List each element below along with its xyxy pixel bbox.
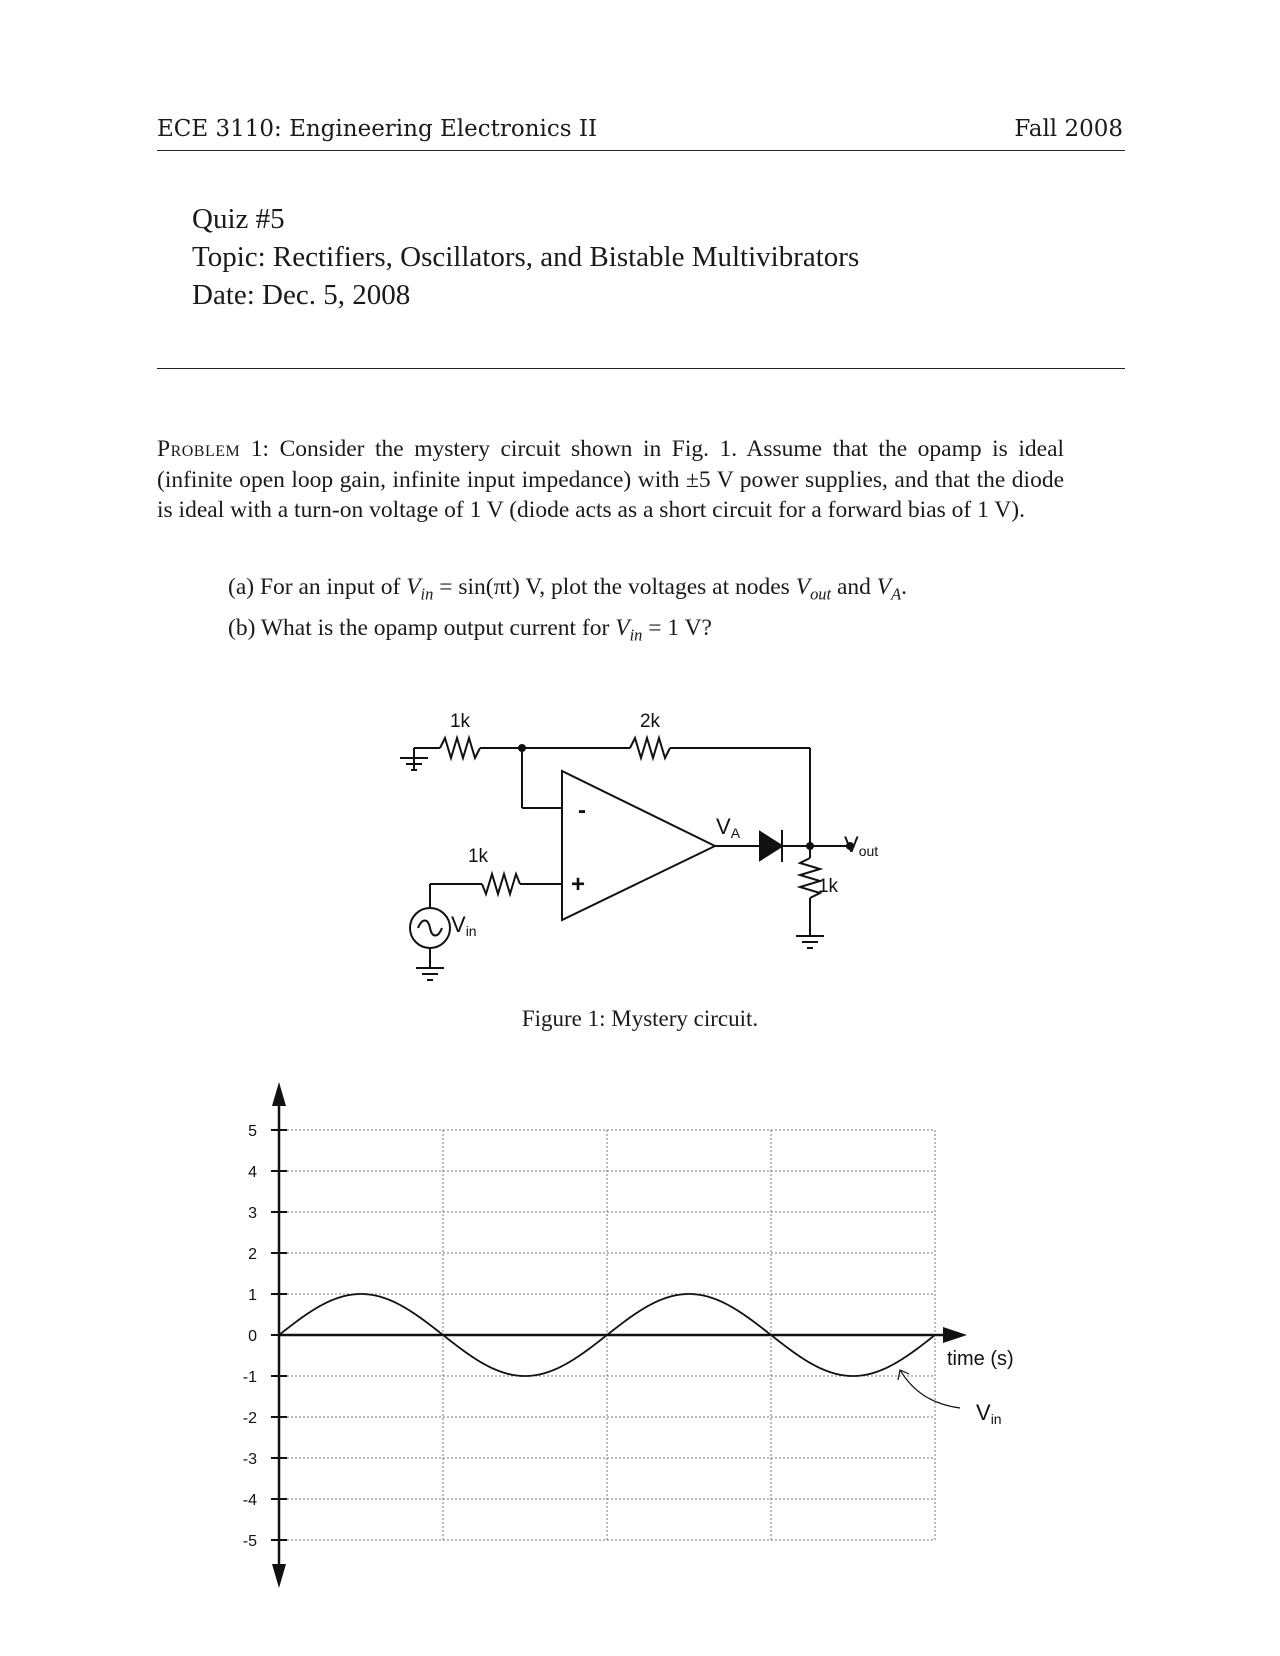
y-tick-label: 5: [248, 1123, 257, 1140]
vin-main: V: [451, 912, 466, 937]
course-title: ECE 3110: Engineering Electronics II: [157, 116, 598, 142]
v-symbol: V: [876, 574, 892, 600]
problem-number: 1:: [250, 436, 270, 462]
vin-annotation-arrow: [900, 1370, 960, 1408]
v-symbol: V: [795, 574, 811, 600]
quiz-number: Quiz #5: [192, 203, 285, 235]
vout-sub: out: [858, 843, 879, 859]
va-main: V: [716, 814, 731, 839]
resistor-2k: [630, 738, 670, 758]
problem-label: Problem: [157, 436, 241, 462]
vin-sub: in: [465, 923, 477, 939]
plot-labels: [898, 1348, 1014, 1427]
problem-text: Consider the mystery circuit shown in Fig. 1. Assume that the opamp is ideal (infinite open loop gain, infinite input impedance) with ±5 V power supplies, and that the diode is ideal with a turn-on voltage of 1 V (diode acts as a short circuit for a forward bias of 1 V).: [157, 436, 1065, 523]
in-sub: in: [420, 584, 434, 604]
diode: [760, 832, 782, 860]
quiz-topic: Topic: Rectifiers, Oscillators, and Bistable Multivibrators: [192, 241, 860, 273]
quiz-date: Date: Dec. 5, 2008: [192, 279, 411, 311]
y-axis-arrow-up: [272, 1082, 286, 1106]
x-axis-arrow: [943, 1327, 967, 1343]
label-plus: +: [571, 871, 586, 898]
y-tick-label: 0: [248, 1328, 257, 1345]
resistor-1k-input: [482, 874, 520, 894]
y-tick-label: 1: [248, 1287, 257, 1304]
label-r3: 1k: [467, 846, 489, 867]
resistor-1k-top: [440, 738, 480, 758]
y-tick-label: -2: [242, 1410, 257, 1427]
part-a-end: .: [901, 574, 908, 600]
vout-main: V: [844, 832, 859, 857]
label-vin: [451, 912, 477, 939]
part-b-label: (b): [228, 615, 256, 641]
label-r1: 1k: [449, 711, 471, 732]
term: Fall 2008: [1014, 116, 1123, 142]
part-a-eq: = sin(πt) V, plot the voltages at nodes: [439, 574, 790, 600]
in-sub: in: [629, 625, 643, 645]
a-sub: A: [891, 584, 902, 604]
v-symbol: V: [615, 615, 630, 641]
plot-axes: [272, 1082, 967, 1588]
label-r2: 2k: [639, 711, 661, 732]
part-a-and: and: [836, 574, 871, 600]
vin-series-label: Vin: [976, 1399, 1002, 1427]
part-b-pre: What is the opamp output current for: [260, 615, 610, 641]
y-tick-label: -1: [242, 1369, 257, 1386]
figure-caption: Figure 1: Mystery circuit.: [521, 1006, 759, 1031]
part-b-eq: = 1 V?: [648, 615, 712, 641]
y-axis-arrow-down: [272, 1564, 286, 1588]
plot-ticks: [243, 1123, 287, 1550]
y-tick-label: 4: [248, 1164, 257, 1181]
x-axis-label: time (s): [947, 1348, 1014, 1370]
voltage-plot: [0, 1080, 1280, 1600]
y-tick-label: -5: [242, 1533, 257, 1550]
part-a-label: (a): [228, 574, 255, 600]
part-a-pre: For an input of: [259, 574, 401, 600]
sine-symbol: [418, 921, 442, 936]
y-tick-label: -3: [242, 1451, 257, 1468]
label-va: [716, 814, 741, 841]
va-sub: A: [730, 825, 741, 841]
label-vout: [844, 832, 878, 859]
y-tick-label: 2: [248, 1246, 257, 1263]
y-tick-label: -4: [242, 1492, 257, 1509]
out-sub: out: [810, 584, 832, 604]
v-symbol: V: [406, 574, 421, 600]
y-tick-label: 3: [248, 1205, 257, 1222]
label-minus: -: [578, 797, 586, 824]
label-r4: 1k: [817, 876, 839, 897]
